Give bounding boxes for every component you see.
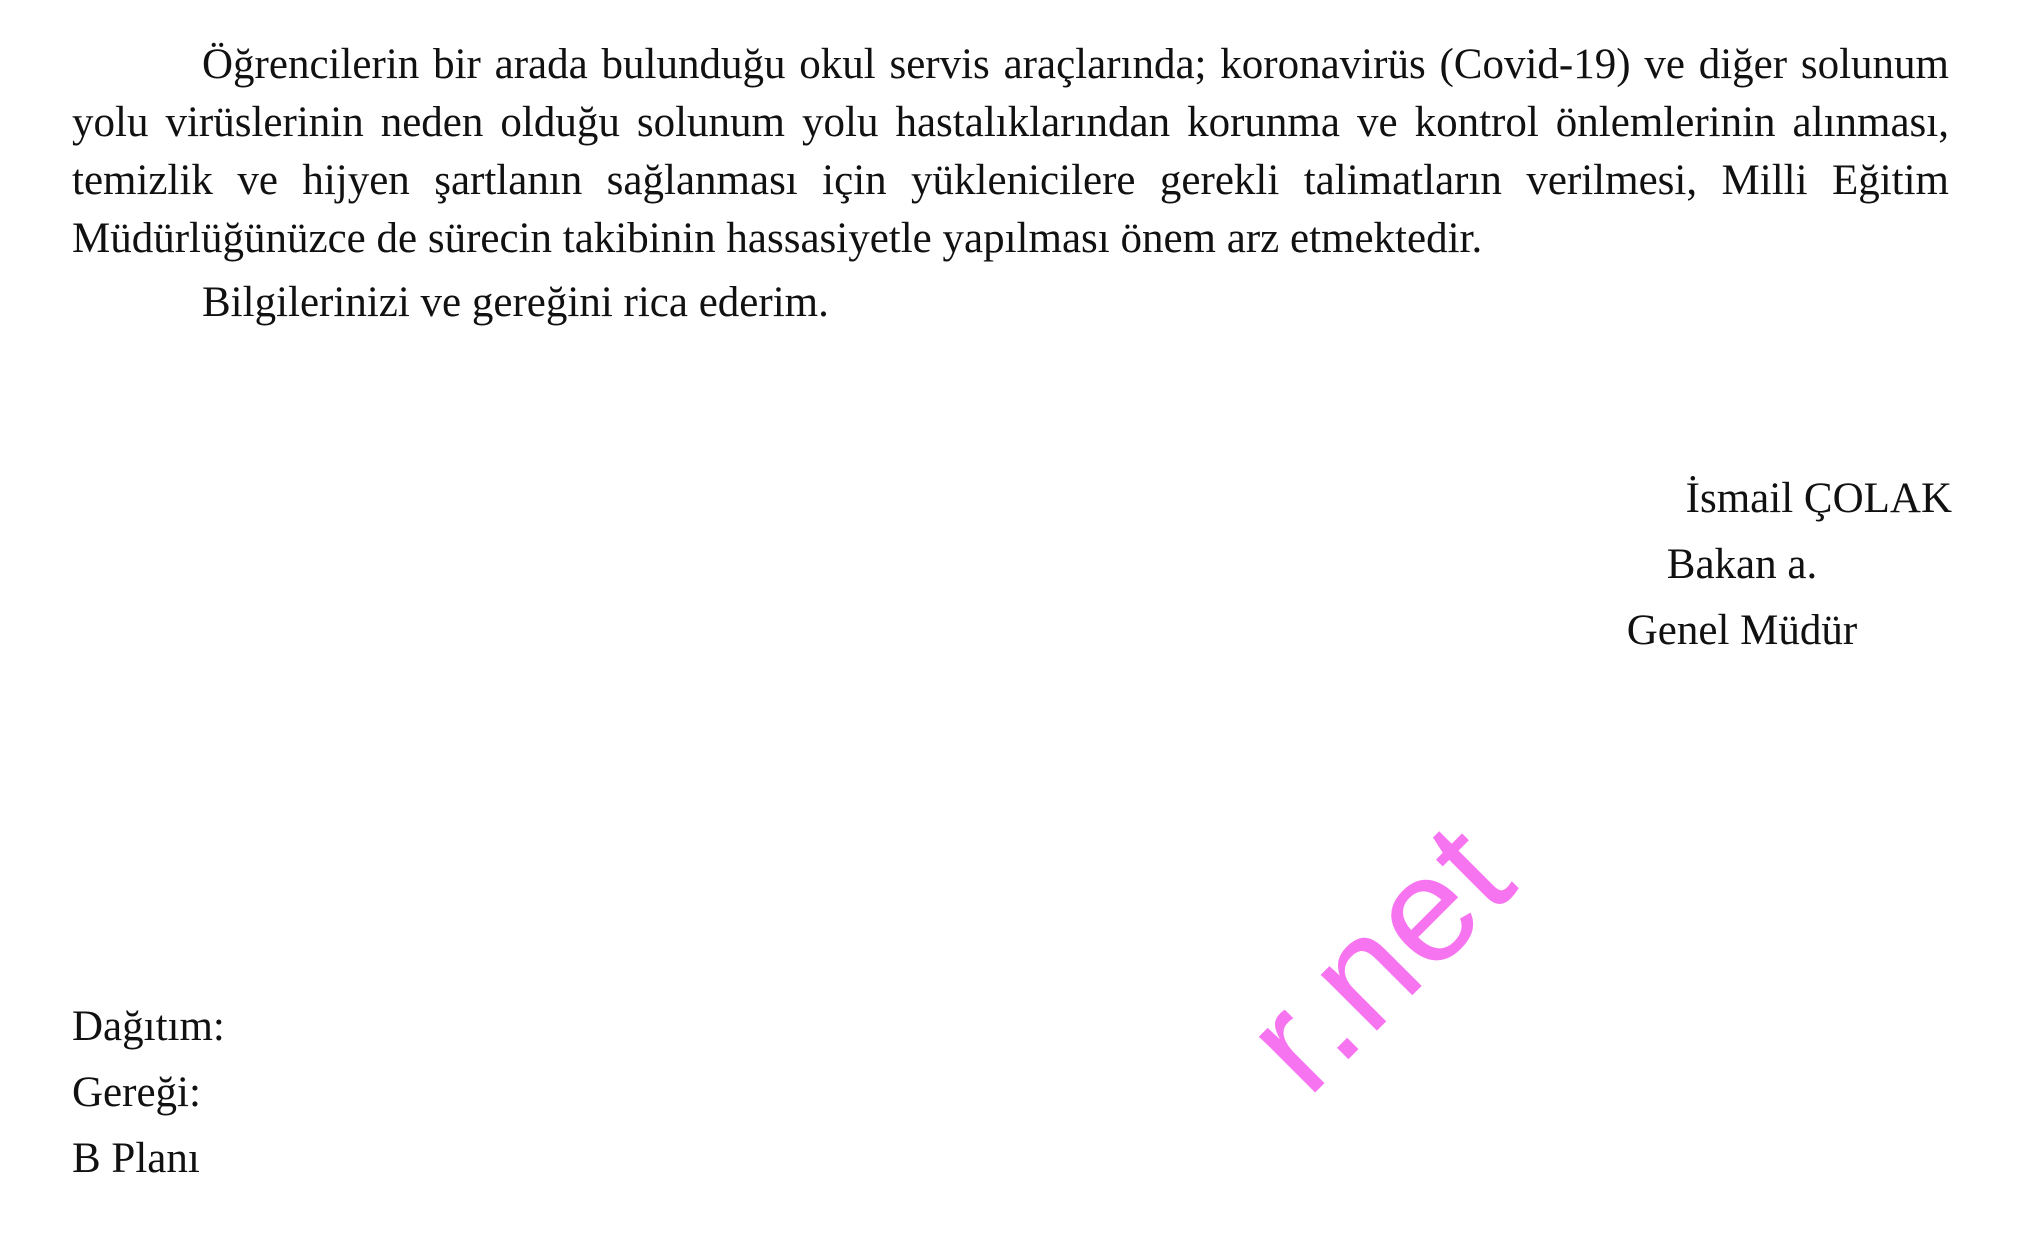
distribution-label: Dağıtım: xyxy=(72,1003,225,1050)
body-paragraph-closing: Bilgilerinizi ve gereğini rica ederim. xyxy=(202,279,829,326)
signatory-title-line1: Bakan a. xyxy=(1666,541,1818,588)
distribution-action-label: Gereği: xyxy=(72,1069,201,1116)
signatory-name: İsmail ÇOLAK xyxy=(1685,475,1952,522)
distribution-block xyxy=(72,994,225,1192)
signatory-title-line2: Genel Müdür xyxy=(1626,607,1858,654)
signature-block xyxy=(1532,466,1952,664)
letter-body xyxy=(72,36,1949,332)
distribution-item: B Planı xyxy=(72,1135,200,1182)
watermark-text: r.net xyxy=(1211,790,1544,1123)
body-paragraph-main: Öğrencilerin bir arada bulunduğu okul servis araçlarında; koronavirüs (Covid-19) ve diğer solunum yolu virüslerinin neden olduğu solunum yolu hastalıklarından korunma ve kontrol önlemlerinin alınması, temizlik ve hijyen şartlanın sağlanması için yüklenicilere gerekli talimatların verilmesi, Milli Eğitim Müdürlüğünüzce de sürecin takibinin hassasiyetle yapılması önem arz etmektedir. xyxy=(72,41,1949,262)
